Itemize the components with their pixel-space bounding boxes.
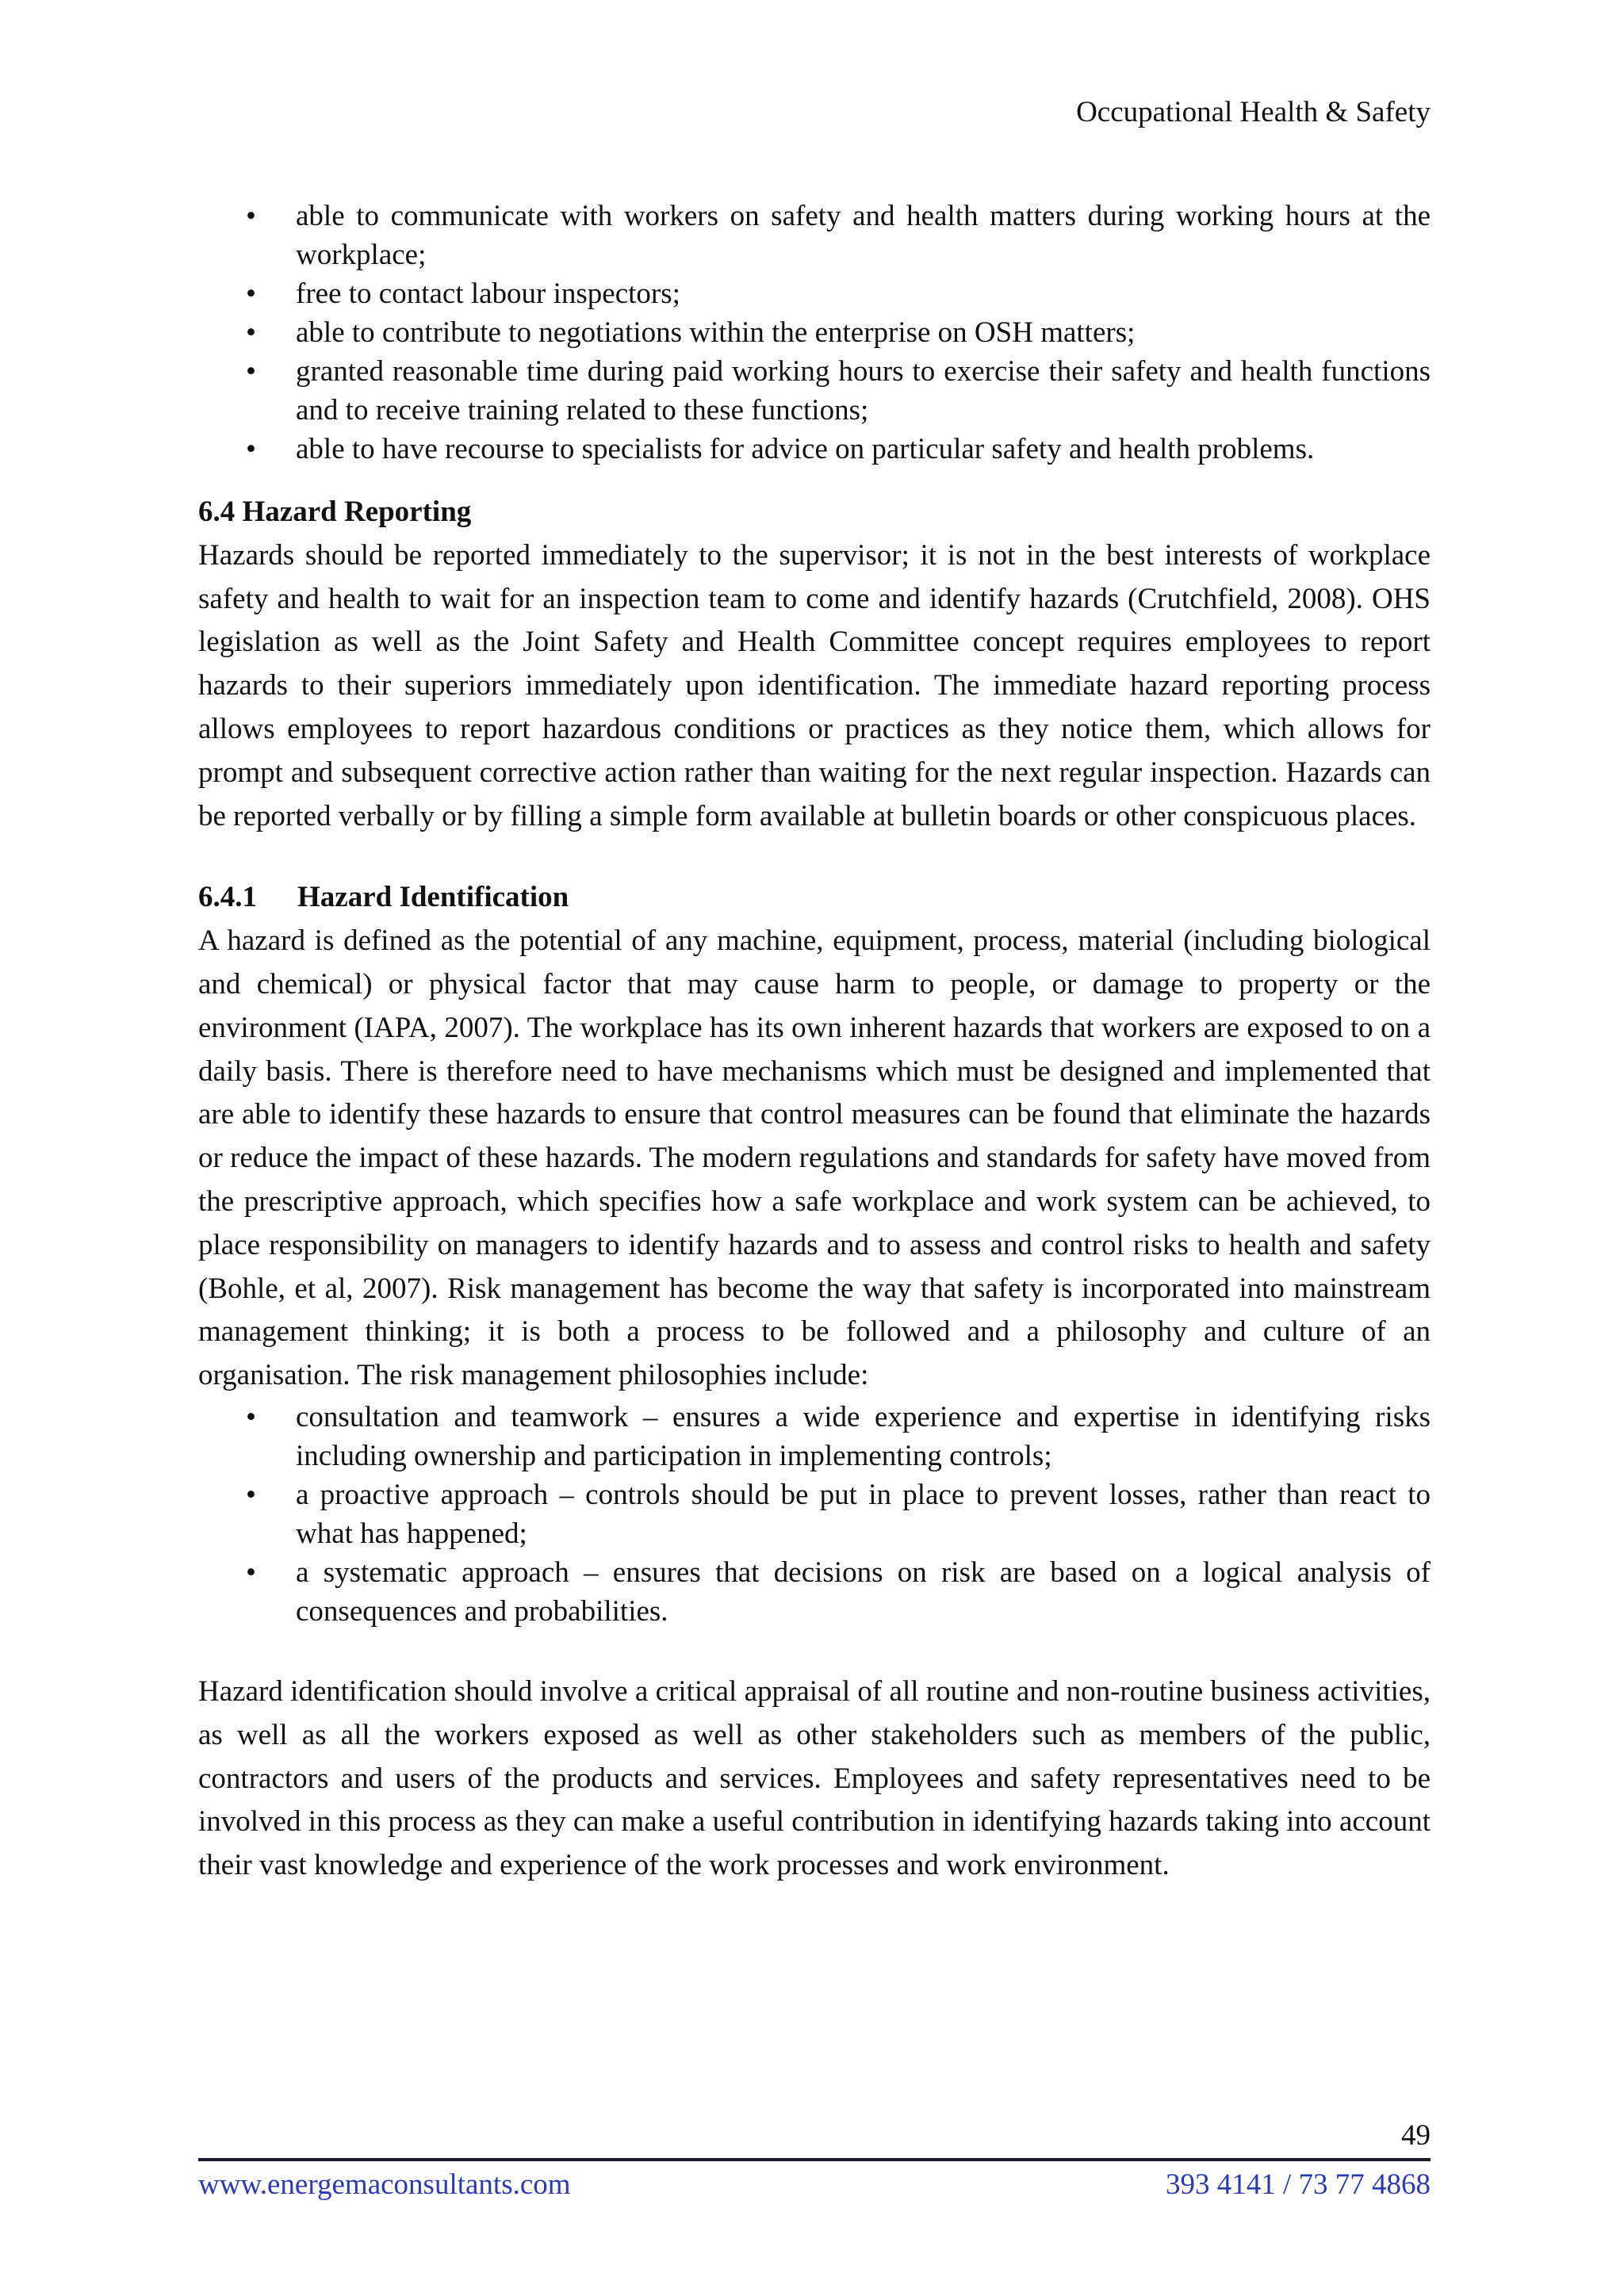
list-item-text: a proactive approach – controls should be put in place to prevent losses, rather than react to what has happened; xyxy=(296,1478,1431,1550)
section-heading: 6.4 Hazard Reporting xyxy=(198,496,472,528)
subsection-title: Hazard Identification xyxy=(297,881,569,914)
subsection-heading xyxy=(198,876,1431,920)
list-item-text: free to contact labour inspectors; xyxy=(296,277,680,310)
website-link[interactable]: www.energemaconsultants.com xyxy=(198,2168,571,2201)
list-item xyxy=(198,313,1431,352)
intro-bullet-list xyxy=(198,197,1431,469)
page-content xyxy=(198,197,1431,1888)
body-paragraph: A hazard is defined as the potential of any machine, equipment, process, material (including biological and chemical) or physical factor that may cause harm to people, or damage to property or the environment (IAPA, 2007). The workplace has its own inherent hazards that workers are exposed to on a daily basis. There is therefore need to have mechanisms which must be designed and implemented that are able to identify these hazards to ensure that control measures can be found that eliminate the hazards or reduce the impact of these hazards. The modern regulations and standards for safety have moved from the prescriptive approach, which specifies how a safe workplace and work system can be achieved, to place responsibility on managers to identify hazards and to assess and control risks to health and safety (Bohle, et al, 2007). Risk management has become the way that safety is incorporated into mainstream management thinking; it is both a process to be followed and a philosophy and culture of an organisation. The risk management philosophies include: xyxy=(198,924,1431,1392)
bullet-icon: • xyxy=(246,200,256,232)
bullet-icon: • xyxy=(246,277,256,310)
bullet-icon: • xyxy=(246,1556,256,1589)
list-item-text: granted reasonable time during paid working hours to exercise their safety and health functions and to receive training related to these functions; xyxy=(296,355,1431,427)
footer-divider xyxy=(198,2158,1431,2161)
running-header: Occupational Health & Safety xyxy=(1076,96,1431,128)
bullet-icon: • xyxy=(246,316,256,349)
philosophy-bullet-list xyxy=(198,1398,1431,1631)
list-item xyxy=(198,197,1431,274)
bullet-icon: • xyxy=(246,355,256,388)
list-item xyxy=(198,1553,1431,1631)
list-item-text: able to communicate with workers on safety and health matters during working hours at the workplace; xyxy=(296,200,1431,271)
phone-numbers: 393 4141 / 73 77 4868 xyxy=(1165,2168,1431,2201)
list-item-text: able to have recourse to specialists for advice on particular safety and health problems. xyxy=(296,433,1315,465)
body-paragraph: Hazards should be reported immediately to the supervisor; it is not in the best interests of workplace safety and health to wait for an inspection team to come and identify hazards (Crutchfield, 2008). OHS legislation as well as the Joint Safety and Health Committee concept requires employees to report hazards to their superiors immediately upon identification. The immediate hazard reporting process allows employees to report hazardous conditions or practices as they notice them, which allows for prompt and subsequent corrective action rather than waiting for the next regular inspection. Hazards can be reported verbally or by filling a simple form available at bulletin boards or other conspicuous places. xyxy=(198,538,1431,832)
list-item-text: able to contribute to negotiations within the enterprise on OSH matters; xyxy=(296,316,1136,349)
list-item xyxy=(198,274,1431,313)
bullet-icon: • xyxy=(246,433,256,465)
list-item xyxy=(198,1475,1431,1553)
bullet-icon: • xyxy=(246,1400,256,1433)
list-item-text: a systematic approach – ensures that decisions on risk are based on a logical analysis of consequences and probabilities. xyxy=(296,1556,1431,1628)
list-item-text: consultation and teamwork – ensures a wide experience and expertise in identifying risks including ownership and participation in implementing controls; xyxy=(296,1400,1431,1472)
bullet-icon: • xyxy=(246,1478,256,1511)
list-item xyxy=(198,352,1431,430)
list-item xyxy=(198,1398,1431,1475)
list-item xyxy=(198,430,1431,469)
page-number: 49 xyxy=(1401,2119,1431,2152)
body-paragraph: Hazard identification should involve a critical appraisal of all routine and non-routine business activities, as well as all the workers exposed as well as other stakeholders such as members of the public, contractors and users of the products and services. Employees and safety representatives need to be involved in this process as they can make a useful contribution in identifying hazards taking into account their vast knowledge and experience of the work processes and work environment. xyxy=(198,1674,1431,1882)
subsection-number: 6.4.1 xyxy=(198,881,257,914)
